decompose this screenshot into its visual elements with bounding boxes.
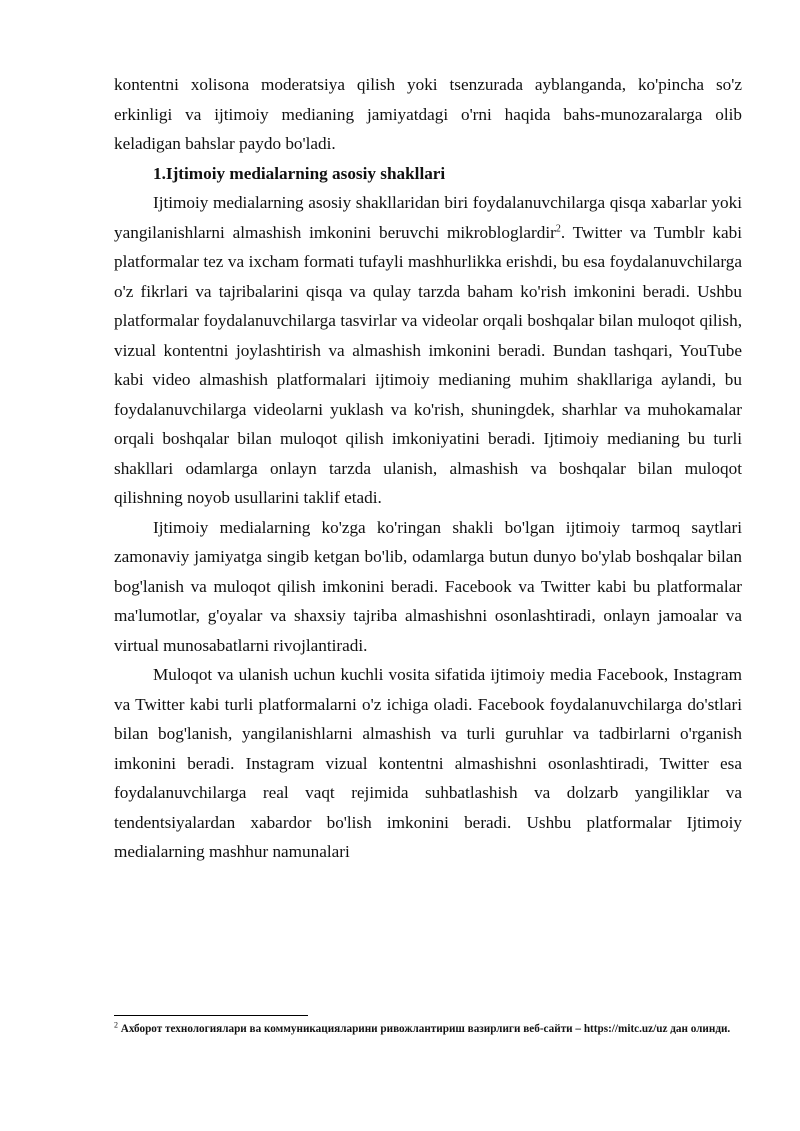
document-body — [114, 70, 742, 867]
paragraph-continuation: kontentni xolisona moderatsiya qilish yoki tsenzurada ayblanganda, ko'pincha so'z erkinligi va ijtimoiy medianing jamiyatdagi o'rni haqida bahs-munozaralarga olib keladigan bahslar paydo bo'ladi. — [114, 75, 742, 153]
footnote-number: 2 — [114, 1020, 118, 1030]
paragraph-forms-start: Ijtimoiy medialarning asosiy shakllaridan biri foydalanuvchilarga qisqa xabarlar yoki yangilanishlarni almashish imkonini beruvchi mikrobloglardir — [114, 193, 742, 242]
footnote-reference: 2 — [555, 222, 561, 234]
footnote-text: Ахборот технологиялари ва коммуникацияларини ривожлантириш вазирлиги веб-сайти – https://mitc.uz/uz дан олинди. — [118, 1023, 731, 1035]
paragraph-platforms: Muloqot va ulanish uchun kuchli vosita sifatida ijtimoiy media Facebook, Instagram va Twitter kabi turli platformalarni o'z ichiga oladi. Facebook foydalanuvchilarga do'stlari bilan bog'lanish, yangilanishlarni almashish va turli guruhlar va tadbirlarni o'rganish imkonini beradi. Instagram vizual kontentni almashishni osonlashtiradi, Twitter esa foydalanuvchilarga real vaqt rejimida suhbatlashish va dolzarb yangiliklar va tendentsiyalardan xabardor bo'lish imkonini beradi. Ushbu platformalar Ijtimoiy medialarning mashhur namunalari — [114, 665, 742, 861]
section-heading: 1.Ijtimoiy medialarning asosiy shakllari — [153, 163, 446, 183]
footnote — [114, 1022, 742, 1037]
footnote-separator — [114, 1015, 308, 1016]
paragraph-social-networks: Ijtimoiy medialarning ko'zga ko'ringan shakli bo'lgan ijtimoiy tarmoq saytlari zamonaviy jamiyatga singib ketgan bo'lib, odamlarga butun dunyo bo'ylab boshqalar bilan bog'lanish va muloqot qilish imkonini beradi. Facebook va Twitter kabi bu platformalar ma'lumotlar, g'oyalar va shaxsiy tajriba almashishni osonlashtiradi, onlayn jamoalar va virtual munosabatlarni rivojlantiradi. — [114, 517, 742, 655]
paragraph-forms — [114, 188, 742, 513]
paragraph-forms-rest: . Twitter va Tumblr kabi platformalar tez va ixcham formati tufayli mashhurlikka erishdi, bu esa foydalanuvchilarga o'z fikrlari va tajribalarini qisqa va qulay tarzda baham ko'rish imkonini beradi. Ushbu platformalar foydalanuvchilarga tasvirlar va videolar orqali boshqalar bilan muloqot qilish, vizual kontentni joylashtirish va almashish imkonini beradi. Bundan tashqari, YouTube kabi video almashish platformalari ijtimoiy medianing muhim shakllariga aylandi, bu foydalanuvchilarga videolarni yuklash va ko'rish, shuningdek, sharhlar va muhokamalar orqali boshqalar bilan muloqot qilish imkoniyatini beradi. Ijtimoiy medianing bu turli shakllari odamlarga onlayn tarzda ulanish, almashish va boshqalar bilan muloqot qilishning noyob usullarini taklif etadi. — [114, 222, 742, 507]
